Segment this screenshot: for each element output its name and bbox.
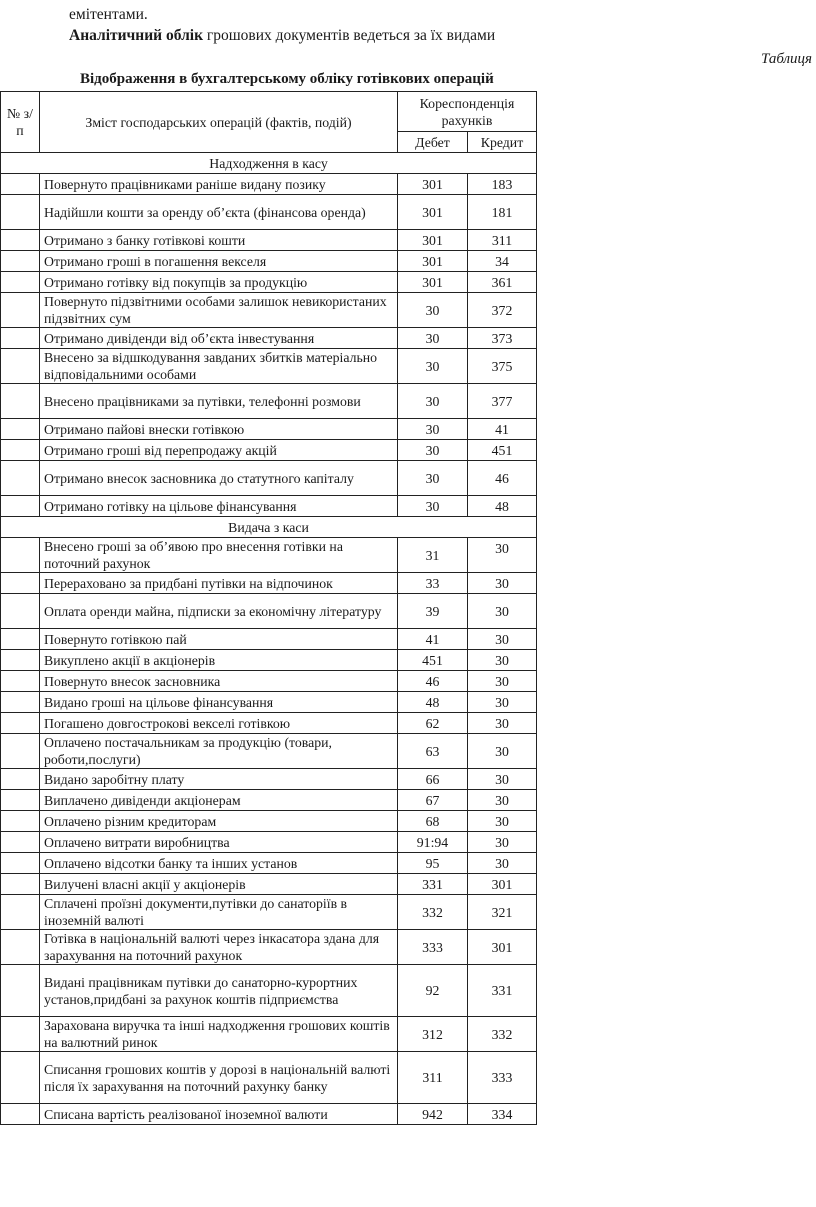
table-row bbox=[1, 272, 537, 293]
row-number-cell bbox=[1, 832, 40, 853]
table-row bbox=[1, 713, 537, 734]
row-number-cell bbox=[1, 874, 40, 895]
row-number-cell bbox=[1, 328, 40, 349]
debit-account: 63 bbox=[398, 734, 468, 769]
debit-account: 30 bbox=[398, 461, 468, 496]
table-row bbox=[1, 1104, 537, 1125]
cash-operations-table bbox=[0, 91, 537, 1125]
operation-description: Перераховано за придбані путівки на відпочинок bbox=[40, 573, 398, 594]
table-row bbox=[1, 874, 537, 895]
row-number-cell bbox=[1, 573, 40, 594]
debit-account: 30 bbox=[398, 384, 468, 419]
credit-account: 183 bbox=[468, 174, 537, 195]
debit-account: 301 bbox=[398, 230, 468, 251]
header-debit: Дебет bbox=[398, 132, 468, 153]
debit-account: 30 bbox=[398, 496, 468, 517]
credit-account: 311 bbox=[468, 230, 537, 251]
credit-account: 181 bbox=[468, 195, 537, 230]
credit-account: 30 bbox=[468, 734, 537, 769]
table-row bbox=[1, 496, 537, 517]
section-row bbox=[1, 153, 537, 174]
debit-account: 311 bbox=[398, 1052, 468, 1104]
table-row bbox=[1, 384, 537, 419]
row-number-cell bbox=[1, 419, 40, 440]
section-row bbox=[1, 517, 537, 538]
row-number-cell bbox=[1, 538, 40, 573]
table-row bbox=[1, 251, 537, 272]
operation-description: Сплачені проїзні документи,путівки до санаторіїв в іноземній валюті bbox=[40, 895, 398, 930]
table-row bbox=[1, 853, 537, 874]
operation-description: Отримано готівку від покупців за продукцію bbox=[40, 272, 398, 293]
credit-account: 30 bbox=[468, 769, 537, 790]
operation-description: Оплата оренди майна, підписки за економічну літературу bbox=[40, 594, 398, 629]
debit-account: 62 bbox=[398, 713, 468, 734]
credit-account: 377 bbox=[468, 384, 537, 419]
table-row bbox=[1, 650, 537, 671]
table-row bbox=[1, 440, 537, 461]
table-row bbox=[1, 790, 537, 811]
debit-account: 33 bbox=[398, 573, 468, 594]
row-number-cell bbox=[1, 1052, 40, 1104]
row-number-cell bbox=[1, 174, 40, 195]
credit-account: 333 bbox=[468, 1052, 537, 1104]
credit-account: 331 bbox=[468, 965, 537, 1017]
debit-account: 301 bbox=[398, 195, 468, 230]
operation-description: Отримано з банку готівкові кошти bbox=[40, 230, 398, 251]
debit-account: 48 bbox=[398, 692, 468, 713]
table-row bbox=[1, 671, 537, 692]
table-row bbox=[1, 811, 537, 832]
row-number-cell bbox=[1, 293, 40, 328]
credit-account: 373 bbox=[468, 328, 537, 349]
credit-account: 30 bbox=[468, 650, 537, 671]
debit-account: 31 bbox=[398, 538, 468, 573]
operation-description: Видані працівникам путівки до санаторно-курортних установ,придбані за рахунок коштів підприємства bbox=[40, 965, 398, 1017]
debit-account: 312 bbox=[398, 1017, 468, 1052]
debit-account: 68 bbox=[398, 811, 468, 832]
credit-account: 30 bbox=[468, 713, 537, 734]
operation-description: Списана вартість реалізованої іноземної валюти bbox=[40, 1104, 398, 1125]
row-number-cell bbox=[1, 629, 40, 650]
operation-description: Внесено працівниками за путівки, телефонні розмови bbox=[40, 384, 398, 419]
credit-account: 332 bbox=[468, 1017, 537, 1052]
debit-account: 39 bbox=[398, 594, 468, 629]
row-number-cell bbox=[1, 853, 40, 874]
operation-description: Списання грошових коштів у дорозі в національній валюті після їх зарахування на поточний рахунку банку bbox=[40, 1052, 398, 1104]
intro-text bbox=[69, 4, 495, 46]
table-row bbox=[1, 573, 537, 594]
credit-account: 321 bbox=[468, 895, 537, 930]
credit-account: 30 bbox=[468, 790, 537, 811]
table-label: Таблиця bbox=[761, 51, 812, 67]
table-row bbox=[1, 965, 537, 1017]
operation-description: Видано гроші на цільове фінансування bbox=[40, 692, 398, 713]
operation-description: Отримано пайові внески готівкою bbox=[40, 419, 398, 440]
credit-account: 30 bbox=[468, 629, 537, 650]
debit-account: 91:94 bbox=[398, 832, 468, 853]
table-row bbox=[1, 692, 537, 713]
debit-account: 46 bbox=[398, 671, 468, 692]
row-number-cell bbox=[1, 195, 40, 230]
operation-description: Зарахована виручка та інші надходження грошових коштів на валютний ринок bbox=[40, 1017, 398, 1052]
credit-account: 301 bbox=[468, 930, 537, 965]
debit-account: 301 bbox=[398, 174, 468, 195]
credit-account: 30 bbox=[468, 853, 537, 874]
debit-account: 942 bbox=[398, 1104, 468, 1125]
debit-account: 30 bbox=[398, 328, 468, 349]
row-number-cell bbox=[1, 671, 40, 692]
operation-description: Погашено довгострокові векселі готівкою bbox=[40, 713, 398, 734]
operation-description: Повернуто підзвітними особами залишок невикористаних підзвітних сум bbox=[40, 293, 398, 328]
row-number-cell bbox=[1, 930, 40, 965]
table-row bbox=[1, 895, 537, 930]
credit-account: 41 bbox=[468, 419, 537, 440]
operation-description: Внесено гроші за об’явою про внесення готівки на поточний рахунок bbox=[40, 538, 398, 573]
table-row bbox=[1, 734, 537, 769]
row-number-cell bbox=[1, 230, 40, 251]
credit-account: 361 bbox=[468, 272, 537, 293]
credit-account: 34 bbox=[468, 251, 537, 272]
debit-account: 30 bbox=[398, 349, 468, 384]
credit-account: 30 bbox=[468, 671, 537, 692]
table-row bbox=[1, 1052, 537, 1104]
debit-account: 331 bbox=[398, 874, 468, 895]
table-row bbox=[1, 349, 537, 384]
header-number: № з/п bbox=[1, 92, 40, 153]
table-row bbox=[1, 538, 537, 573]
credit-account: 334 bbox=[468, 1104, 537, 1125]
header-content: Зміст господарських операцій (фактів, подій) bbox=[40, 92, 398, 153]
operation-description: Повернуто внесок засновника bbox=[40, 671, 398, 692]
credit-account: 48 bbox=[468, 496, 537, 517]
table-row bbox=[1, 930, 537, 965]
table-title: Відображення в бухгалтерському обліку готівкових операцій bbox=[80, 71, 494, 87]
table-row bbox=[1, 1017, 537, 1052]
table-row bbox=[1, 629, 537, 650]
operation-description: Вилучені власні акції у акціонерів bbox=[40, 874, 398, 895]
row-number-cell bbox=[1, 251, 40, 272]
operation-description: Повернуто готівкою пай bbox=[40, 629, 398, 650]
intro-line-2 bbox=[69, 25, 495, 46]
credit-account: 30 bbox=[468, 832, 537, 853]
operation-description: Оплачено постачальникам за продукцію (товари, роботи,послуги) bbox=[40, 734, 398, 769]
intro-line-1: емітентами. bbox=[69, 6, 148, 23]
row-number-cell bbox=[1, 811, 40, 832]
operation-description: Отримано дивіденди від об’єкта інвестування bbox=[40, 328, 398, 349]
table-row bbox=[1, 594, 537, 629]
operation-description: Внесено за відшкодування завданих збитків матеріально відповідальними особами bbox=[40, 349, 398, 384]
debit-account: 95 bbox=[398, 853, 468, 874]
operation-description: Надійшли кошти за оренду об’єкта (фінансова оренда) bbox=[40, 195, 398, 230]
operation-description: Готівка в національній валюті через інкасатора здана для зарахування на поточний рахунок bbox=[40, 930, 398, 965]
row-number-cell bbox=[1, 734, 40, 769]
debit-account: 41 bbox=[398, 629, 468, 650]
row-number-cell bbox=[1, 790, 40, 811]
credit-account: 30 bbox=[468, 573, 537, 594]
row-number-cell bbox=[1, 349, 40, 384]
row-number-cell bbox=[1, 384, 40, 419]
row-number-cell bbox=[1, 440, 40, 461]
operation-description: Отримано гроші від перепродажу акцій bbox=[40, 440, 398, 461]
debit-account: 30 bbox=[398, 419, 468, 440]
table-row bbox=[1, 832, 537, 853]
header-correspondence: Кореспонденція рахунків bbox=[398, 92, 537, 132]
credit-account: 30 bbox=[468, 538, 537, 573]
debit-account: 66 bbox=[398, 769, 468, 790]
credit-account: 372 bbox=[468, 293, 537, 328]
operation-description: Оплачено різним кредиторам bbox=[40, 811, 398, 832]
row-number-cell bbox=[1, 272, 40, 293]
row-number-cell bbox=[1, 594, 40, 629]
credit-account: 30 bbox=[468, 692, 537, 713]
operation-description: Оплачено відсотки банку та інших установ bbox=[40, 853, 398, 874]
operation-description: Отримано готівку на цільове фінансування bbox=[40, 496, 398, 517]
row-number-cell bbox=[1, 650, 40, 671]
credit-account: 301 bbox=[468, 874, 537, 895]
credit-account: 375 bbox=[468, 349, 537, 384]
row-number-cell bbox=[1, 965, 40, 1017]
table-row bbox=[1, 230, 537, 251]
debit-account: 451 bbox=[398, 650, 468, 671]
debit-account: 30 bbox=[398, 293, 468, 328]
table-row bbox=[1, 419, 537, 440]
credit-account: 30 bbox=[468, 811, 537, 832]
table-row bbox=[1, 328, 537, 349]
table-body bbox=[1, 153, 537, 1125]
row-number-cell bbox=[1, 692, 40, 713]
row-number-cell bbox=[1, 1017, 40, 1052]
debit-account: 333 bbox=[398, 930, 468, 965]
row-number-cell bbox=[1, 895, 40, 930]
debit-account: 67 bbox=[398, 790, 468, 811]
credit-account: 30 bbox=[468, 594, 537, 629]
row-number-cell bbox=[1, 769, 40, 790]
operation-description: Видано заробітну плату bbox=[40, 769, 398, 790]
row-number-cell bbox=[1, 461, 40, 496]
intro-bold-term: Аналітичний облік bbox=[69, 27, 204, 44]
row-number-cell bbox=[1, 713, 40, 734]
operation-description: Викуплено акції в акціонерів bbox=[40, 650, 398, 671]
table-row bbox=[1, 461, 537, 496]
table-row bbox=[1, 174, 537, 195]
row-number-cell bbox=[1, 496, 40, 517]
operation-description: Виплачено дивіденди акціонерам bbox=[40, 790, 398, 811]
section-title: Надходження в касу bbox=[1, 153, 537, 174]
table-row bbox=[1, 195, 537, 230]
row-number-cell bbox=[1, 1104, 40, 1125]
debit-account: 332 bbox=[398, 895, 468, 930]
table-row bbox=[1, 293, 537, 328]
section-title: Видача з каси bbox=[1, 517, 537, 538]
operation-description: Отримано внесок засновника до статутного капіталу bbox=[40, 461, 398, 496]
debit-account: 301 bbox=[398, 251, 468, 272]
credit-account: 451 bbox=[468, 440, 537, 461]
header-credit: Кредит bbox=[468, 132, 537, 153]
credit-account: 46 bbox=[468, 461, 537, 496]
debit-account: 30 bbox=[398, 440, 468, 461]
intro-line-2-rest: грошових документів ведеться за їх видами bbox=[203, 27, 496, 44]
operation-description: Повернуто працівниками раніше видану позику bbox=[40, 174, 398, 195]
debit-account: 301 bbox=[398, 272, 468, 293]
debit-account: 92 bbox=[398, 965, 468, 1017]
operation-description: Оплачено витрати виробництва bbox=[40, 832, 398, 853]
operation-description: Отримано гроші в погашення векселя bbox=[40, 251, 398, 272]
table-row bbox=[1, 769, 537, 790]
